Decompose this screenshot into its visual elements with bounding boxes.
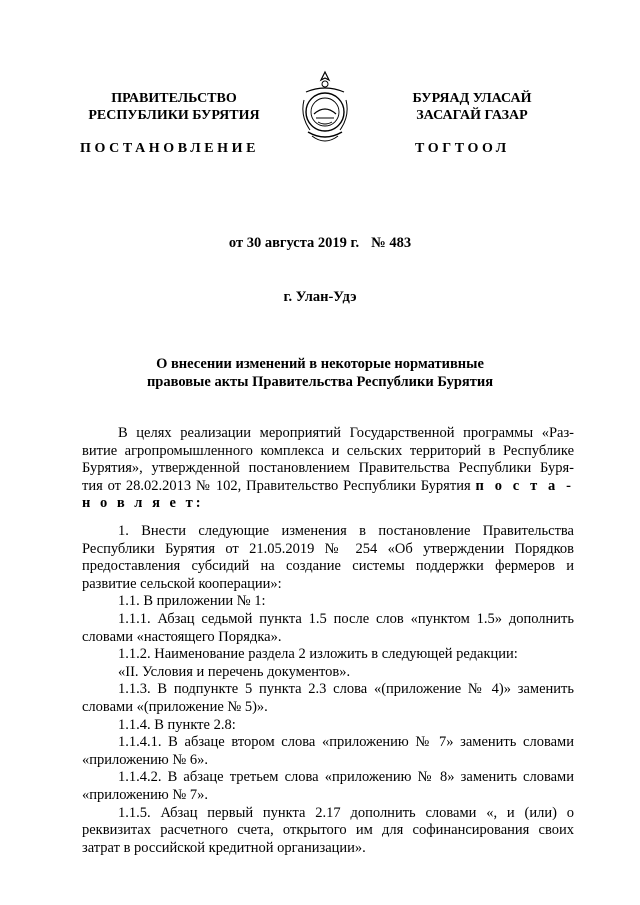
item-1-line4: развитие сельской кооперации»: bbox=[82, 575, 282, 592]
item-1-1-4: 1.1.4. В пункте 2.8: bbox=[118, 716, 236, 733]
intro-line3: Бурятия», утвержденной постановлением Правительства Республики Буря- bbox=[82, 460, 574, 477]
item-1-1-4-2-line2: «приложению № 7». bbox=[82, 786, 208, 803]
item-1-1-3-line1: 1.1.3. В подпункте 5 пункта 2.3 слова «(приложение № 4)» заменить bbox=[118, 681, 574, 698]
item-1-1-5-line3: затрат в российской кредитной организации». bbox=[82, 839, 366, 856]
item-1-1-4-1-line1: 1.1.4.1. В абзаце втором слова «приложению № 7» заменить словами bbox=[118, 734, 574, 751]
header-left bbox=[64, 90, 284, 124]
item-1-1-4-1-line2: «приложению № 6». bbox=[82, 751, 208, 768]
body-section bbox=[82, 523, 574, 857]
document-date: от 30 августа 2019 г. bbox=[228, 235, 360, 251]
gov-name-buryat-line1: БУРЯАД УЛАСАЙ bbox=[412, 91, 532, 106]
date-number-line bbox=[0, 235, 640, 252]
header-right bbox=[362, 90, 582, 124]
item-1-1-2: 1.1.2. Наименование раздела 2 изложить в следующей редакции: bbox=[118, 646, 518, 663]
item-1-1-4-2-line1: 1.1.4.2. В абзаце третьем слова «приложению № 8» заменить словами bbox=[118, 769, 574, 786]
item-1-line2: Республики Бурятия от 21.05.2019 № 254 «Об утверждении Порядков bbox=[82, 540, 574, 557]
section-2-title: «II. Условия и перечень документов». bbox=[118, 663, 351, 680]
city: г. Улан-Удэ bbox=[283, 289, 357, 305]
item-1-1-5-line2: реквизитах расчетного счета, открытого им для софинансирования своих bbox=[82, 822, 574, 839]
item-1-1-5-line1: 1.1.5. Абзац первый пункта 2.17 дополнить словами «, и (или) о bbox=[118, 804, 574, 821]
item-1-1-1-line2: словами «настоящего Порядка». bbox=[82, 628, 282, 645]
item-1-1: 1.1. В приложении № 1: bbox=[118, 593, 266, 610]
item-1-line1: 1. Внести следующие изменения в постановление Правительства bbox=[118, 523, 574, 539]
doc-type-russian: ПОСТАНОВЛЕНИЕ bbox=[80, 141, 260, 156]
item-1-line3: предоставления субсидий на создание системы поддержки фермеров и bbox=[82, 558, 574, 575]
gov-name-buryat-line2: ЗАСАГАЙ ГАЗАР bbox=[416, 108, 528, 123]
intro-decree-word-part2: н о в л я е т: bbox=[82, 495, 204, 512]
title-line2: правовые акты Правительства Республики Бурятия bbox=[146, 374, 494, 390]
item-1-1-1-line1: 1.1.1. Абзац седьмой пункта 1.5 после слов «пунктом 1.5» дополнить bbox=[118, 610, 574, 627]
document-number: № 483 bbox=[371, 235, 412, 251]
doc-type-buryat: ТОГТООЛ bbox=[415, 141, 510, 156]
coat-of-arms-emblem bbox=[296, 70, 354, 150]
intro-line1: В целях реализации мероприятий Государственной программы «Раз- bbox=[118, 425, 574, 441]
intro-line4-text: тия от 28.02.2013 № 102, Правительство Республики Бурятия bbox=[82, 477, 471, 494]
intro-line4 bbox=[82, 478, 574, 496]
title-line1: О внесении изменений в некоторые нормативные bbox=[156, 356, 484, 372]
item-1-1-3-line2: словами «(приложение № 5)». bbox=[82, 698, 268, 715]
gov-name-line2: РЕСПУБЛИКИ БУРЯТИЯ bbox=[88, 108, 260, 123]
document-title bbox=[0, 355, 640, 391]
intro-paragraph bbox=[82, 425, 574, 513]
gov-name-line1: ПРАВИТЕЛЬСТВО bbox=[111, 91, 237, 106]
intro-line2: витие агропромышленного комплекса и сельских территорий в Республике bbox=[82, 442, 574, 459]
intro-decree-word-part1: п о с т а - bbox=[475, 477, 574, 494]
